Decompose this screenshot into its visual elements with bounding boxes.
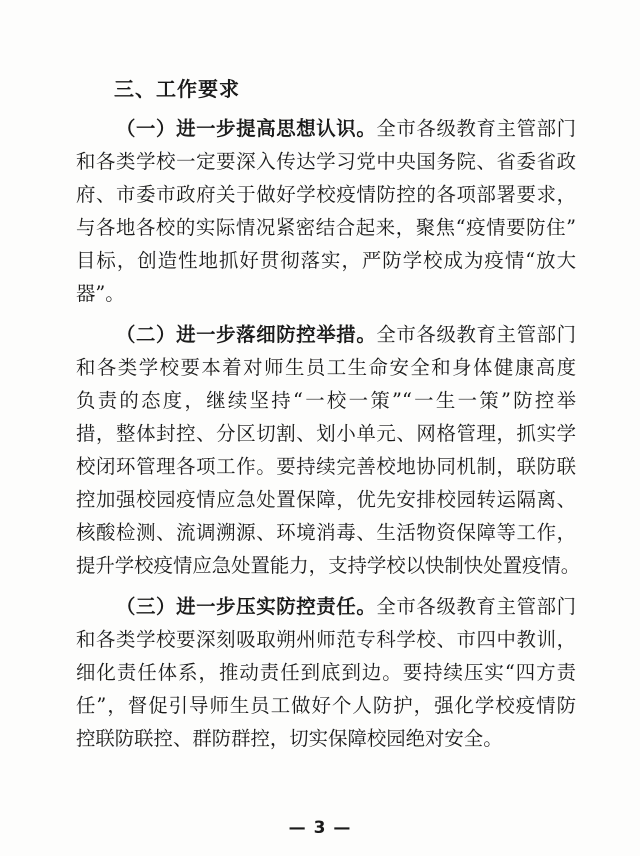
paragraph-2-lead: （二）进一步落细防控举措。 xyxy=(116,323,377,346)
paragraph-2-line-1 xyxy=(76,318,576,351)
paragraph-3-line-3: 细化责任体系，推动责任到底到边。要持续压实“四方责 xyxy=(76,661,576,684)
section-heading: 三、工作要求 xyxy=(114,77,240,101)
paragraph-2-text-1: 全市各级教育主管部门 xyxy=(376,323,577,346)
paragraph-1-line-2: 和各类学校一定要深入传达学习党中央国务院、省委省政 xyxy=(76,150,576,173)
paragraph-2-line-3: 负责的态度，继续坚持“一校一策”“一生一策”防控举 xyxy=(76,389,576,412)
paragraph-2-line-6: 控加强校园疫情应急处置保障，优先安排校园转运隔离、 xyxy=(76,488,576,511)
paragraph-2-line-8: 提升学校疫情应急处置能力，支持学校以快制快处置疫情。 xyxy=(76,554,581,577)
page-number: — 3 — xyxy=(288,818,352,838)
paragraph-1-lead: （一）进一步提高思想认识。 xyxy=(116,117,377,140)
paragraph-3-text-1: 全市各级教育主管部门 xyxy=(376,595,577,618)
paragraph-2-line-2: 和各类学校要本着对师生员工生命安全和身体健康高度 xyxy=(76,356,576,379)
paragraph-1-line-6: 器”。 xyxy=(76,282,125,305)
paragraph-3-line-5: 控联防联控、群防群控，切实保障校园绝对安全。 xyxy=(76,727,503,750)
paragraph-1-line-4: 与各地各校的实际情况紧密结合起来，聚焦“疫情要防住” xyxy=(76,216,576,239)
paragraph-1-text-1: 全市各级教育主管部门 xyxy=(376,117,577,140)
paragraph-3-line-1 xyxy=(76,590,576,623)
paragraph-3-line-4: 任”，督促引导师生员工做好个人防护，强化学校疫情防 xyxy=(76,694,576,717)
paragraph-1-line-5: 目标，创造性地抓好贯彻落实，严防学校成为疫情“放大 xyxy=(76,249,576,272)
body-text xyxy=(76,112,581,755)
paragraph-1-line-3: 府、市委市政府关于做好学校疫情防控的各项部署要求， xyxy=(76,183,576,206)
paragraph-2-line-4: 措，整体封控、分区切割、划小单元、网格管理，抓实学 xyxy=(76,422,576,445)
paragraph-2-line-7: 核酸检测、流调溯源、环境消毒、生活物资保障等工作， xyxy=(76,521,576,544)
paragraph-1-line-1 xyxy=(76,112,576,145)
paragraph-3-line-2: 和各类学校要深刻吸取朔州师范专科学校、市四中教训， xyxy=(76,628,576,651)
paragraph-2-line-5: 校闭环管理各项工作。要持续完善校地协同机制，联防联 xyxy=(76,455,576,478)
paragraph-3-lead: （三）进一步压实防控责任。 xyxy=(116,595,377,618)
